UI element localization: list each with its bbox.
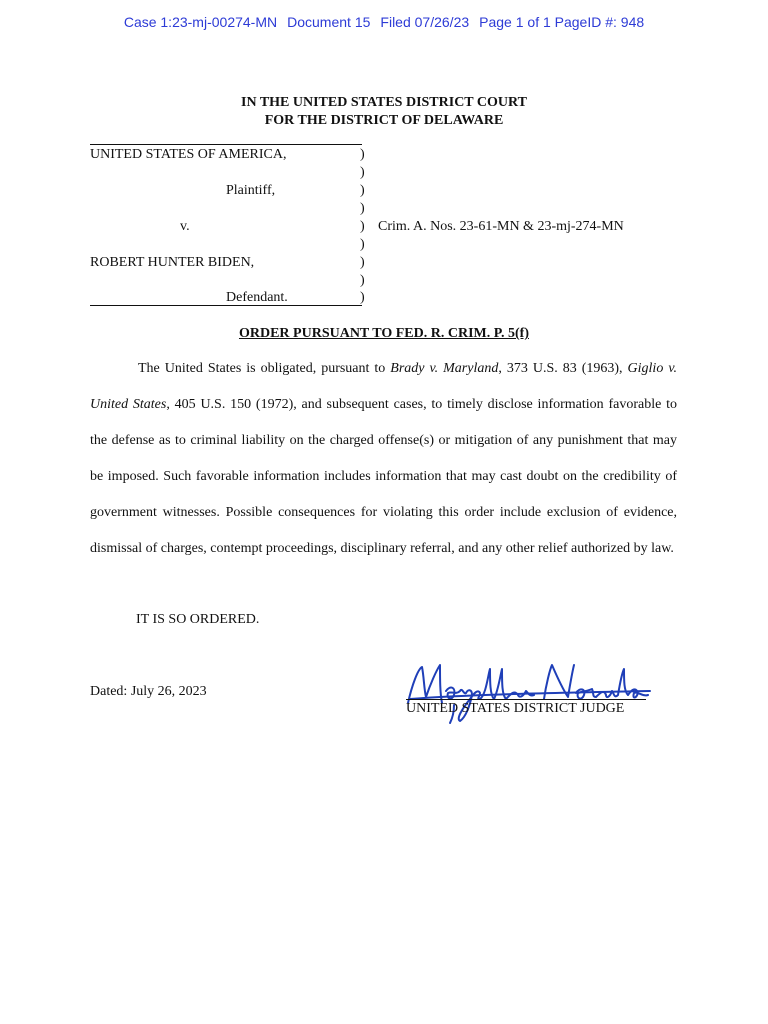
caption-paren: ) — [360, 290, 365, 305]
court-name: IN THE UNITED STATES DISTRICT COURT — [241, 95, 527, 110]
dated: Dated: July 26, 2023 — [90, 684, 207, 699]
case-numbers: Crim. A. Nos. 23-61-MN & 23-mj-274-MN — [378, 219, 624, 234]
caption-paren: ) — [360, 219, 365, 234]
case-citation-giglio: Giglio v. United States — [90, 361, 677, 412]
judge-title: UNITED STATES DISTRICT JUDGE — [406, 701, 625, 716]
caption-paren: ) — [360, 255, 365, 270]
caption-top-rule — [90, 144, 362, 145]
order-text-2: , 373 U.S. 83 (1963), — [498, 361, 628, 376]
page-id: Page 1 of 1 PageID #: 948 — [479, 14, 645, 30]
versus: v. — [180, 219, 190, 234]
caption-bottom-rule — [90, 305, 362, 306]
case-number: Case 1:23-mj-00274-MN — [123, 14, 278, 30]
order-title: ORDER PURSUANT TO FED. R. CRIM. P. 5(f) — [238, 326, 529, 341]
order-text-1: The United States is obligated, pursuant to — [138, 361, 391, 376]
order-body — [90, 351, 677, 567]
defendant-name: ROBERT HUNTER BIDEN, — [90, 255, 255, 270]
court-heading — [0, 94, 768, 130]
plaintiff-role: Plaintiff, — [226, 183, 276, 198]
so-ordered: IT IS SO ORDERED. — [136, 612, 260, 627]
case-citation-brady: Brady v. Maryland — [390, 361, 499, 376]
filed-date: Filed 07/26/23 — [380, 14, 470, 30]
order-text-3: , 405 U.S. 150 (1972), and subsequent cases, to timely disclose information favorable to the defense as to criminal liability on the charged offense(s) or mitigation of any punishment that may be imposed. Such favorable information includes information that may cast doubt on the credibility of government witnesses. Possible consequences for violating this order include exclusion of evidence, dismissal of charges, contempt proceedings, disciplinary referral, and any other relief authorized by law. — [90, 397, 677, 556]
defendant-role: Defendant. — [226, 290, 288, 305]
signature-line — [406, 699, 646, 700]
caption-paren: ) — [360, 183, 365, 198]
plaintiff-name: UNITED STATES OF AMERICA, — [90, 147, 287, 162]
caption-paren: ) — [360, 147, 365, 162]
caption-paren: ) — [360, 273, 365, 288]
court-district: FOR THE DISTRICT OF DELAWARE — [264, 113, 504, 128]
document-number: Document 15 — [287, 14, 371, 30]
ecf-header — [0, 14, 768, 30]
caption-paren: ) — [360, 201, 365, 216]
caption-paren: ) — [360, 237, 365, 252]
caption-paren: ) — [360, 165, 365, 180]
